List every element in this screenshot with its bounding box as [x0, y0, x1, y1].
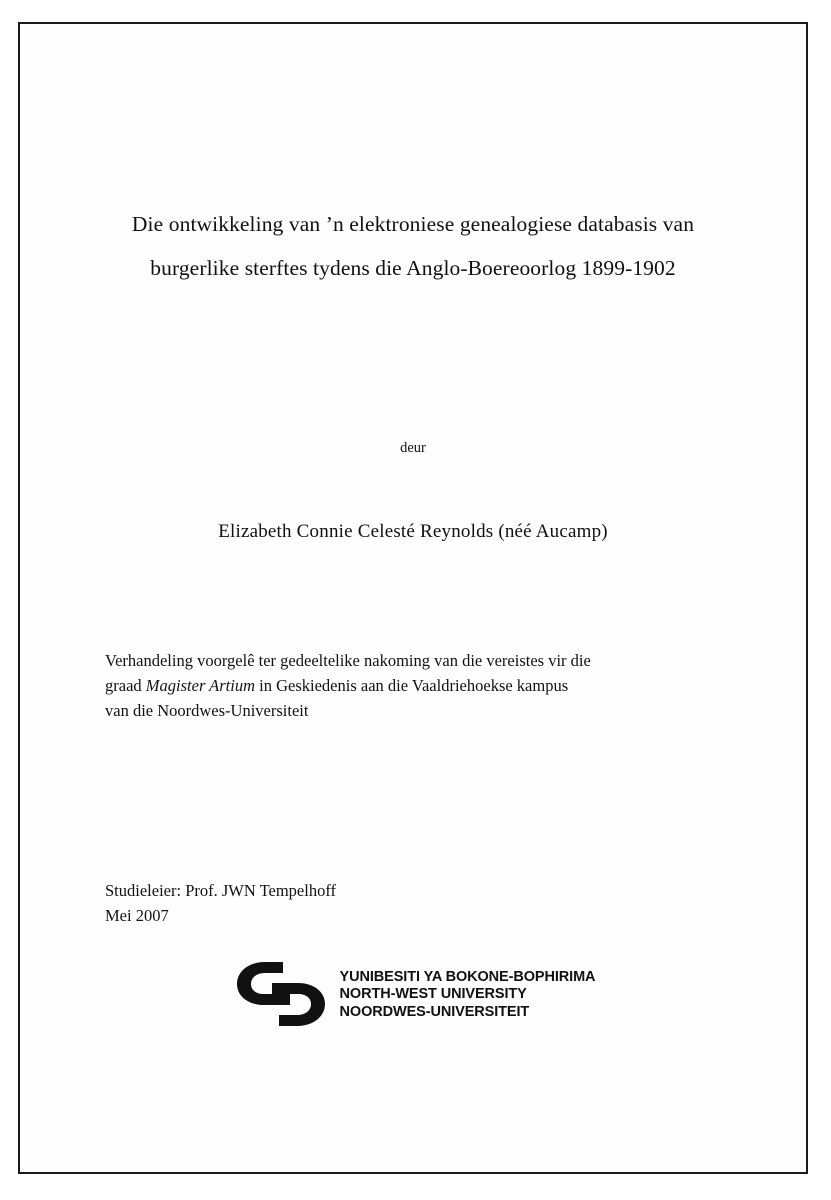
statement-line-1: Verhandeling voorgelê ter gedeeltelike nakoming van die vereistes vir die: [105, 651, 591, 670]
logo-text-line-1: YUNIBESITI YA BOKONE-BOPHIRIMA: [339, 968, 596, 985]
title-page-content: [20, 24, 806, 1172]
supervisor-name: Studieleier: Prof. JWN Tempelhoff: [105, 881, 337, 900]
statement-line-2-pre: graad: [105, 676, 146, 695]
logo-text-line-2: NORTH-WEST UNIVERSITY: [339, 986, 527, 1003]
submission-date: Mei 2007: [105, 906, 169, 925]
by-label: deur: [400, 440, 426, 456]
statement-line-2: [105, 673, 721, 698]
supervisor-block: [105, 878, 721, 928]
statement-line-3: van die Noordwes-Universiteit: [105, 701, 309, 720]
author-name: Elizabeth Connie Celesté Reynolds (néé Aucamp): [218, 521, 608, 542]
title-line-1: Die ontwikkeling van ’n elektroniese genealogiese databasis van: [131, 212, 695, 236]
logo-text-line-3: NOORDWES-UNIVERSITEIT: [339, 1003, 530, 1020]
title-page-border: [18, 22, 808, 1174]
degree-statement: [105, 648, 721, 723]
page-title: [105, 202, 721, 290]
university-logo-text: [340, 967, 596, 1022]
statement-line-2-post: in Geskiedenis aan die Vaaldriehoekse kampus: [255, 676, 569, 695]
title-line-2: burgerlike sterftes tydens die Anglo-Boereoorlog 1899-1902: [150, 256, 676, 280]
university-logo: [105, 958, 721, 1030]
degree-name: Magister Artium: [145, 676, 256, 695]
nwu-logo-icon: [231, 958, 331, 1030]
